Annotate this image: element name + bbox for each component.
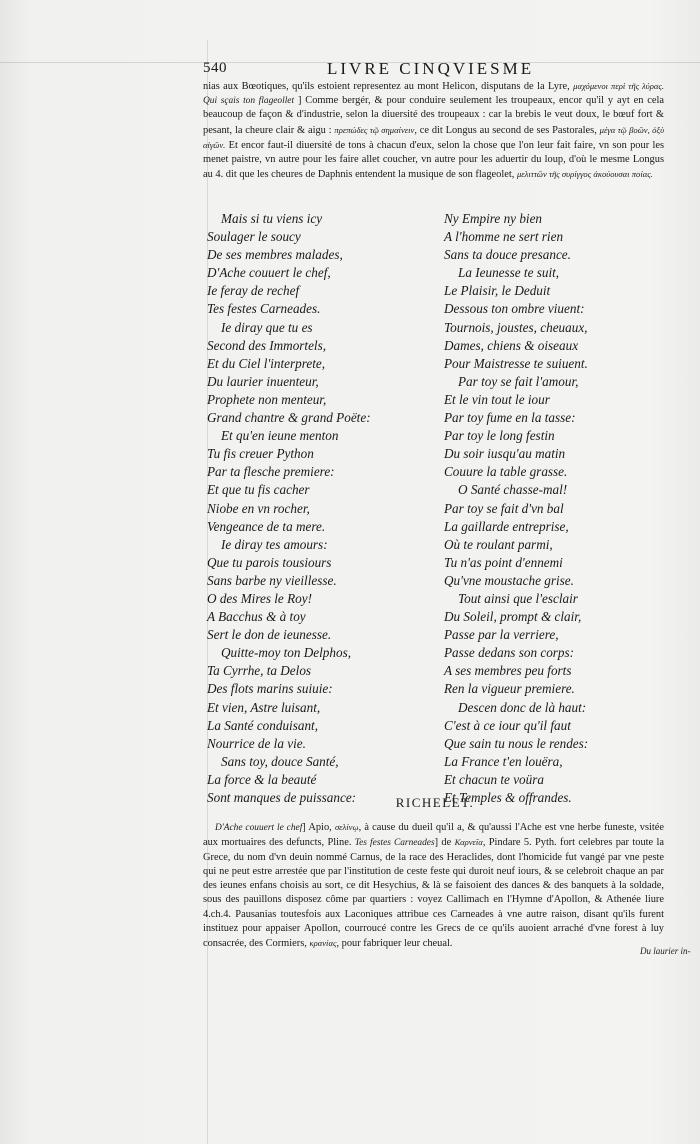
poem-line: Par ta flesche premiere:	[207, 464, 335, 480]
poem-column-right	[444, 210, 669, 807]
poem-line: Second des Immortels,	[207, 337, 327, 353]
poem-line: Et le vin tout le iour	[444, 391, 550, 407]
poem-line: Descen donc de là haut:	[458, 699, 587, 715]
poem-line: O Santé chasse-mal!	[458, 482, 568, 498]
poem-line: Et que tu fis cacher	[207, 482, 310, 498]
poem-line: La France t'en louëra,	[444, 753, 563, 769]
poem-line: Et du Ciel l'interprete,	[207, 355, 326, 371]
poem-line: Sont manques de puissance:	[207, 790, 357, 805]
poem-line: Ny Empire ny bien	[444, 211, 543, 226]
poem-line: A Bacchus & à toy	[207, 609, 306, 625]
poem-line: Par toy le long festin	[444, 428, 555, 444]
poem-line: La Santé conduisant,	[207, 717, 318, 733]
poem-line: Couure la table grasse.	[444, 464, 568, 480]
poem-line: A l'homme ne sert rien	[444, 229, 564, 245]
greek-quote: μέγα τῷ βοῶν, ὀξὺ αἰγῶν.	[203, 124, 665, 150]
poem-line: De ses membres malades,	[207, 247, 343, 263]
running-title: LIVRE CINQVIESME	[327, 59, 535, 78]
poem-line: La Ieunesse te suit,	[458, 265, 560, 281]
poem-line: Et Temples & offrandes.	[444, 790, 572, 805]
poem-line: Et qu'en ieune menton	[221, 428, 339, 444]
poem-line: Sert le don de ieunesse.	[207, 627, 332, 643]
greek-quote: σελίνῳ	[334, 822, 359, 832]
poem-line: Ie feray de rechef	[207, 283, 300, 299]
poem-line: Sans toy, douce Santé,	[221, 753, 339, 769]
lemma: D'Ache couuert le chef	[215, 823, 303, 833]
poem-line: Soulager le soucy	[207, 229, 301, 245]
poem-line: Tes festes Carneades.	[207, 301, 321, 317]
catchword: Du laurier in-	[640, 946, 691, 956]
poem-line: Par toy se fait d'vn bal	[444, 500, 564, 516]
poem-line: D'Ache couuert le chef,	[207, 265, 331, 281]
poem-line: Tu fis creuer Python	[207, 446, 314, 462]
poem-line: Niobe en vn rocher,	[207, 500, 310, 516]
poem-column-left	[207, 210, 432, 807]
poem-line: Dessous ton ombre viuent:	[444, 301, 585, 317]
greek-quote: μελιττῶν τῆς συρίγγος ἀκούουσαι ποίας.	[516, 169, 653, 180]
greek-quote: κρανίας	[309, 938, 337, 949]
poem-line: Des flots marins suiuie:	[207, 681, 333, 697]
section-title: RICHELET.	[395, 795, 475, 810]
poem-line: Le Plaisir, le Deduit	[444, 283, 551, 299]
poem-line: Ie diray que tu es	[221, 319, 313, 335]
poem-line: A ses membres peu forts	[444, 663, 572, 679]
poem-line: La force & la beauté	[207, 771, 317, 787]
page-number: 540	[203, 60, 227, 76]
poem-line: La gaillarde entreprise,	[444, 518, 569, 534]
greek-quote: Καρνεῖα	[454, 837, 483, 848]
lemma: Tes festes Carneades	[354, 838, 435, 849]
poem-line: Par toy se fait l'amour,	[458, 373, 579, 389]
poem-line: Et vien, Astre luisant,	[207, 699, 321, 715]
poem-line: Mais si tu viens icy	[221, 211, 323, 226]
commentary-paragraph: D'Ache couuert le chef] Apio, σελίνῳ, à cause du dueil qu'il a, & qu'aussi l'Ache est vne herbe funeste, vsitée aux mortuaires des defuncts, Pline. Tes festes Carneades] de Καρνεῖα, Pindare 5. Pyth. fort celebres par toute la Grece, du nom d'vn deuin nommé Carnus, de la race des Heraclides, dont l'homicide fut vangé par vne peste qui ne peut estre arrestée que par l'institution de ceste feste qui duroit neuf iours, & se celebroit chaque an par des ieunes enfans choisis au sort, ce dit Hesychius, & là se faisoient des dances & des banquets à la soldade, sous des pauillons disposez côme par quartiers : voyez Callimach en l'Hymne d'Apollon, & Athenée liure 4.ch.4. Pausanias toutesfois aux Laconiques attribue ces Carneades à vne autre raison, disant qu'ils furent instituez pour appaiser Apollon, courroucé contre les Grecs de ce qu'ils auoient arraché d'vne forest à luy consacrée, des Cormiers, κρανίας, pour fabriquer leur cheual.	[203, 822, 664, 950]
poem-line: Sans barbe ny vieillesse.	[207, 572, 337, 588]
poem-line: Du laurier inuenteur,	[207, 373, 319, 389]
poem-line: Prophete non menteur,	[207, 391, 327, 407]
poem-line: Du Soleil, prompt & clair,	[444, 609, 582, 625]
poem-line: Ta Cyrrhe, ta Delos	[207, 663, 312, 679]
poem-line: Tu n'as point d'ennemi	[444, 554, 563, 570]
poem-line: Sans ta douce presance.	[444, 247, 571, 263]
poem-line: Que sain tu nous le rendes:	[444, 735, 589, 751]
lemma: Qui sçais ton flageollet	[203, 96, 295, 107]
poem-line: Ren la vigueur premiere.	[444, 681, 575, 697]
greek-quote: μαχόμενοι περὶ τῆς λύρας.	[573, 81, 664, 91]
poem-line: Ie diray tes amours:	[221, 536, 328, 552]
richelet-commentary	[203, 820, 664, 952]
poem-line: Et chacun te voüra	[444, 771, 544, 787]
poem-line: Du soir iusqu'au matin	[444, 446, 566, 462]
poem-line: Que tu parois tousiours	[207, 554, 332, 570]
poem-line: O des Mires le Roy!	[207, 590, 312, 606]
poem-line: Passe dedans son corps:	[444, 645, 575, 661]
poem-line: Dames, chiens & oiseaux	[444, 337, 579, 353]
poem-line: Vengeance de ta mere.	[207, 518, 326, 534]
poem-line: Passe par la verriere,	[444, 627, 559, 643]
intro-paragraph: nias aux Bœotiques, qu'ils estoient representez au mont Helicon, disputans de la Lyre, μαχόμενοι περὶ τῆς λύρας. Qui sçais ton flageollet ] Comme bergér, & pour conduire seulement les troupeaux, encor qu'il y ayt en cela beaucoup de façon & d'industrie, selon la diuersité des troupeaux : car la brebis le veut doux, le bœuf fort & pesant, la cheure clair & aigu : πρεπώδες τῷ σημαίνειν, ce dit Longus au second de ses Pastorales, μέγα τῷ βοῶν, ὀξὺ αἰγῶν. Et encor faut-il diuersité de tons à chacun d'eux, selon la chose que l'on leur fait faire, vn son pour les menet paistre, vn autre pour les faire allet coucher, vn autre pour les aduertir du loup, d'où le mesme Longus au 4. dit que les cheures de Daphnis entendent la musique de son flageolet, μελιττῶν τῆς συρίγγος ἀκούουσαι ποίας.	[203, 81, 665, 181]
poem-line: Où te roulant parmi,	[444, 536, 553, 552]
poem-line: C'est à ce iour qu'il faut	[444, 717, 571, 733]
intro-commentary	[203, 79, 664, 182]
poem-line: Tout ainsi que l'esclair	[458, 590, 578, 606]
poem-line: Pour Maistresse te suiuent.	[444, 355, 588, 371]
poem-line: Nourrice de la vie.	[207, 735, 306, 751]
poem-line: Qu'vne moustache grise.	[444, 572, 574, 588]
poem-line: Grand chantre & grand Poëte:	[207, 410, 371, 426]
greek-quote: πρεπώδες τῷ σημαίνειν	[334, 124, 415, 135]
poem-line: Quitte-moy ton Delphos,	[221, 645, 352, 661]
poem-line: Par toy fume en la tasse:	[444, 410, 576, 426]
poem-line: Tournois, joustes, cheuaux,	[444, 319, 588, 335]
